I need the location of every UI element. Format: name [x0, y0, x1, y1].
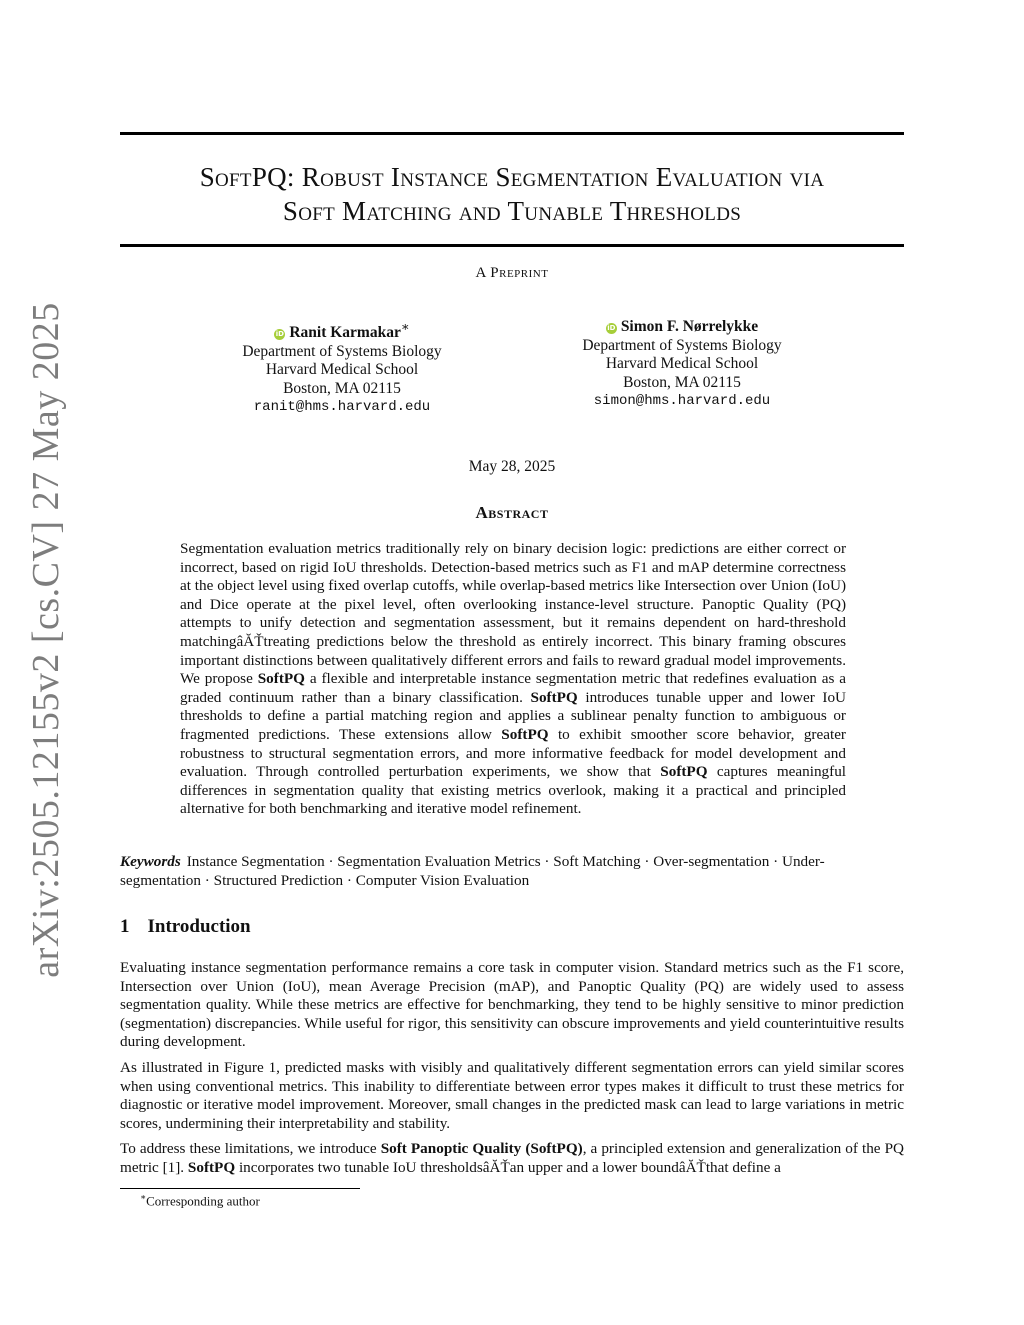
softpq-term: SoftPQ [257, 670, 305, 688]
softpq-term: Soft Panoptic Quality (SoftPQ) [380, 1140, 583, 1157]
softpq-term: SoftPQ [530, 688, 578, 706]
footnote-marker: ∗ [140, 1192, 147, 1202]
title-rule-bottom [120, 244, 904, 247]
keywords-label: Keywords [120, 853, 181, 870]
section-heading-introduction [120, 916, 251, 938]
author-name: Ranit Karmakar [289, 324, 401, 342]
orcid-icon[interactable]: iD [275, 330, 284, 339]
author-block-2 [532, 318, 832, 411]
author-department: Department of Systems Biology [242, 342, 442, 360]
abstract-text: Segmentation evaluation metrics traditionally rely on binary decision logic: predictions are either correct or incorrect, based on rigid IoU thresholds. Detection-based metrics such as F1 and mAP determine correctness at the object level using fixed overlap cutoffs, while overlap-based metrics like Intersection over Union (IoU) and Dice operate at the pixel level, often overlooking instance-level structure. Panoptic Quality (PQ) attempts to unify detection and segmentation assessment, but it remains dependent on hard-threshold matchingâĂŤtreating predictions below the threshold as entirely incorrect. This binary framing obscures important distinctions between qualitatively different errors and fails to reward gradual model improvements. We propose SoftPQ a flexible and interpretable instance segmentation metric that redefines evaluation as a graded continuum rather than a binary classification. SoftPQ introduces tunable upper and lower IoU thresholds to define a partial matching region and applies a sublinear penalty function to ambiguous or fragmented predictions. These extensions allow SoftPQ to exhibit smoother score behavior, greater robustness to structural segmentation errors, and more informative feedback for model development and evaluation. Through controlled perturbation experiments, we show that SoftPQ captures meaningful differences in segmentation quality that existing metrics overlook, making it a practical and principled alternative for both benchmarking and iterative model refinement. [180, 540, 847, 818]
footnote [140, 1192, 260, 1209]
keywords [120, 853, 904, 890]
corresponding-marker: ∗ [400, 319, 410, 334]
orcid-icon[interactable]: iD [607, 324, 616, 332]
section-number: 1 [120, 916, 130, 937]
author-department: Department of Systems Biology [582, 336, 782, 354]
title-line-2: Soft Matching and Tunable Thresholds [282, 196, 742, 226]
footnote-text: Corresponding author [146, 1193, 260, 1209]
intro-paragraph-3: To address these limitations, we introduce Soft Panoptic Quality (SoftPQ), a principled extension and generalization of the PQ metric [1]. SoftPQ incorporates two tunable IoU thresholdsâĂŤan upper and a lower boundâĂŤthat define a [120, 1140, 904, 1176]
section-title: Introduction [147, 916, 251, 937]
paper-title [120, 160, 904, 228]
preprint-label: A Preprint [475, 265, 549, 281]
author-institution: Harvard Medical School [605, 355, 759, 372]
author-institution: Harvard Medical School [265, 361, 419, 379]
intro-paragraph-2: As illustrated in Figure 1, predicted masks with visibly and qualitatively different segmentation errors can yield similar scores when using conventional metrics. This inability to differentiate between error types makes it difficult to trust these metrics for diagnostic or iterative model improvement. Moreover, small changes in the predicted mask can lead to large variations in metric scores, undermining their interpretability and stability. [120, 1059, 904, 1132]
footnote-rule [120, 1188, 360, 1189]
author-name: Simon F. Nørrelykke [620, 318, 759, 335]
keywords-list: Instance Segmentation · Segmentation Evaluation Metrics · Soft Matching · Over-segmentation · Under-segmentation · Structured Prediction · Computer Vision Evaluation [120, 853, 825, 889]
author-block-1 [192, 318, 492, 417]
author-email[interactable]: ranit@hms.harvard.edu [253, 399, 431, 416]
intro-paragraph-1: Evaluating instance segmentation performance remains a core task in computer vision. Standard metrics such as the F1 score, Intersection over Union (IoU), mean Average Precision (mAP), and Panoptic Quality (PQ) are widely used to assess segmentation quality. While these metrics are effective for benchmarking, they tend to be highly sensitive to minor prediction (segmentation) discrepancies. While useful for rigor, this sensitivity can obscure improvements and yield counterintuitive results during development. [120, 959, 904, 1051]
title-rule-top [120, 132, 904, 135]
softpq-term: SoftPQ [660, 763, 708, 781]
softpq-term: SoftPQ [187, 1158, 236, 1176]
abstract-heading: Abstract [475, 503, 549, 522]
author-email[interactable]: simon@hms.harvard.edu [593, 393, 771, 409]
author-location: Boston, MA 02115 [283, 379, 401, 397]
author-location: Boston, MA 02115 [623, 373, 741, 391]
arxiv-stamp: arXiv:2505.12155v2 [cs.CV] 27 May 2025 [25, 302, 67, 978]
title-line-1: SoftPQ: Robust Instance Segmentation Evaluation via [199, 162, 825, 192]
softpq-term: SoftPQ [501, 725, 549, 743]
publication-date: May 28, 2025 [468, 458, 556, 475]
